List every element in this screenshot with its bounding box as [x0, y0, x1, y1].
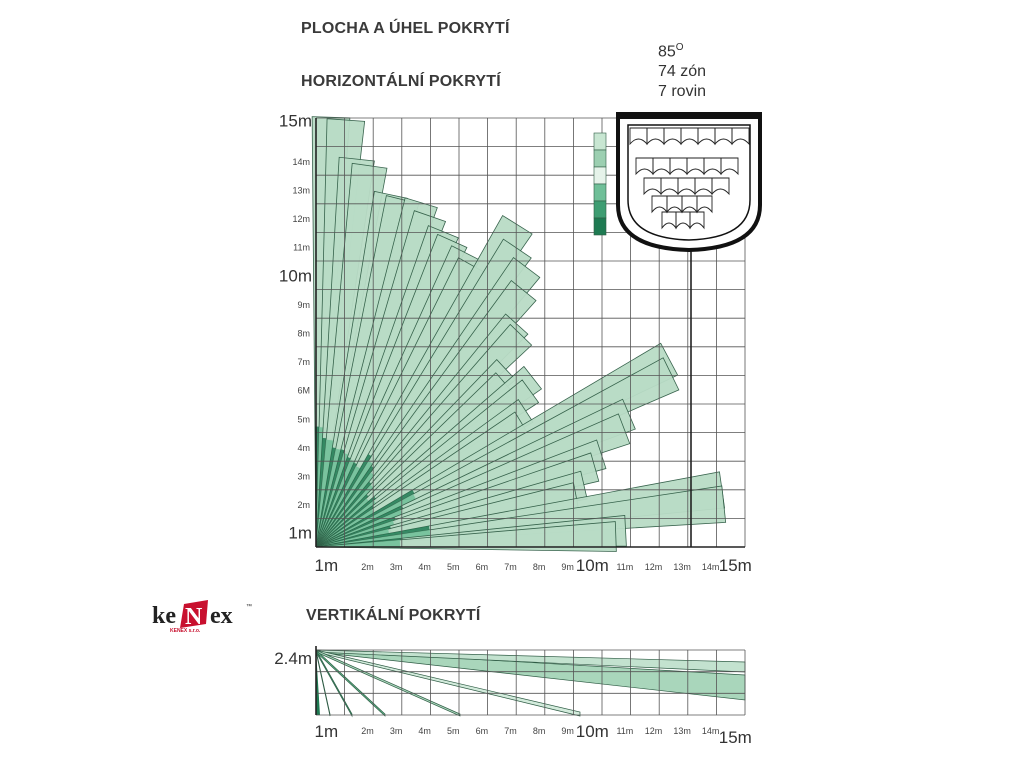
vertical-x-tick-label: 11m: [616, 726, 634, 736]
legend-swatch: [594, 184, 606, 201]
horizontal-x-tick-label: 3m: [389, 562, 403, 572]
horizontal-x-tick-label: 9m: [561, 562, 574, 572]
vertical-x-tick-label: 3m: [389, 726, 403, 736]
vertical-height-label: 2.4m: [274, 649, 312, 668]
spec-zones: 74 zón: [658, 63, 707, 81]
horizontal-x-tick-label: 4m: [418, 562, 431, 572]
logo-text-n: N: [185, 604, 203, 630]
page-title: PLOCHA A ÚHEL POKRYTÍ: [301, 20, 510, 37]
horizontal-x-tick-label: 12m: [644, 562, 663, 572]
horizontal-y-tick-label: 2m: [297, 500, 310, 511]
horizontal-x-tick-label: 11m: [616, 562, 634, 572]
legend-swatch: [594, 133, 606, 150]
shade-legend: [594, 133, 606, 235]
legend-swatch: [594, 201, 606, 218]
vertical-x-tick-label: 14m: [701, 726, 720, 736]
horizontal-x-tick-label: 5m: [447, 562, 460, 572]
vertical-x-tick-label: 7m: [504, 726, 517, 736]
lens-top-bar: [616, 112, 762, 119]
vertical-x-tick-label: 10m: [575, 722, 609, 741]
horizontal-y-tick-label: 1m: [288, 523, 312, 543]
horizontal-y-tick-label: 10m: [278, 266, 312, 286]
horizontal-y-tick-label: 15m: [278, 111, 312, 131]
vertical-x-tick-label: 4m: [418, 726, 431, 736]
horizontal-x-tick-label: 13m: [673, 562, 691, 572]
vertical-x-tick-label: 2m: [361, 726, 374, 736]
spec-angle-unit: O: [675, 42, 684, 53]
vertical-x-tick-label: 8m: [532, 726, 546, 736]
horizontal-y-tick-label: 9m: [297, 299, 310, 310]
logo-text-ke: ke: [152, 603, 176, 629]
horizontal-y-tick-label: 11m: [293, 242, 310, 253]
vertical-coverage-title: VERTIKÁLNÍ POKRYTÍ: [306, 607, 481, 624]
kenex-logo: [150, 598, 254, 634]
vertical-x-tick-label: 5m: [447, 726, 460, 736]
vertical-x-tick-label: 1m: [314, 722, 339, 741]
horizontal-y-tick-label: 5m: [297, 414, 310, 425]
horizontal-y-tick-label: 13m: [292, 185, 310, 196]
horizontal-y-tick-label: 4m: [297, 442, 310, 453]
horizontal-y-tick-label: 3m: [297, 471, 310, 482]
horizontal-x-tick-label: 6m: [475, 562, 489, 572]
vertical-x-tick-label: 9m: [561, 726, 574, 736]
vertical-x-tick-label: 13m: [673, 726, 691, 736]
horizontal-x-tick-label: 7m: [504, 562, 517, 572]
spec-planes: 7 rovin: [658, 83, 707, 101]
horizontal-x-tick-label: 14m: [701, 562, 720, 572]
horizontal-y-tick-label: 8m: [297, 328, 310, 339]
horizontal-coverage-title: HORIZONTÁLNÍ POKRYTÍ: [301, 73, 501, 90]
horizontal-y-tick-label: 12m: [292, 214, 310, 225]
vertical-x-tick-label: 6m: [475, 726, 489, 736]
horizontal-y-tick-label: 6M: [297, 385, 310, 396]
horizontal-x-tick-label: 2m: [361, 562, 374, 572]
logo-subtitle: KENEX s.r.o.: [170, 628, 201, 634]
vertical-x-tick-label: 15m: [718, 728, 752, 747]
vertical-beams-layer: [316, 650, 745, 716]
vertical-x-tick-label: 12m: [644, 726, 663, 736]
spec-angle-value: 85: [658, 43, 676, 61]
horizontal-x-tick-label: 15m: [718, 556, 752, 575]
legend-swatch: [594, 218, 606, 235]
horizontal-x-tick-label: 8m: [532, 562, 546, 572]
horizontal-x-tick-label: 1m: [314, 556, 339, 575]
lens-zone-pattern-icon: [616, 112, 762, 250]
logo-text-ex: ex: [210, 603, 233, 629]
horizontal-x-tick-label: 10m: [575, 556, 609, 575]
horizontal-y-tick-label: 14m: [292, 156, 310, 167]
logo-tm: ™: [246, 604, 252, 610]
kenex-logo-mark: [150, 598, 254, 634]
legend-swatch: [594, 167, 606, 184]
horizontal-y-tick-label: 7m: [297, 357, 310, 368]
legend-swatch: [594, 150, 606, 167]
